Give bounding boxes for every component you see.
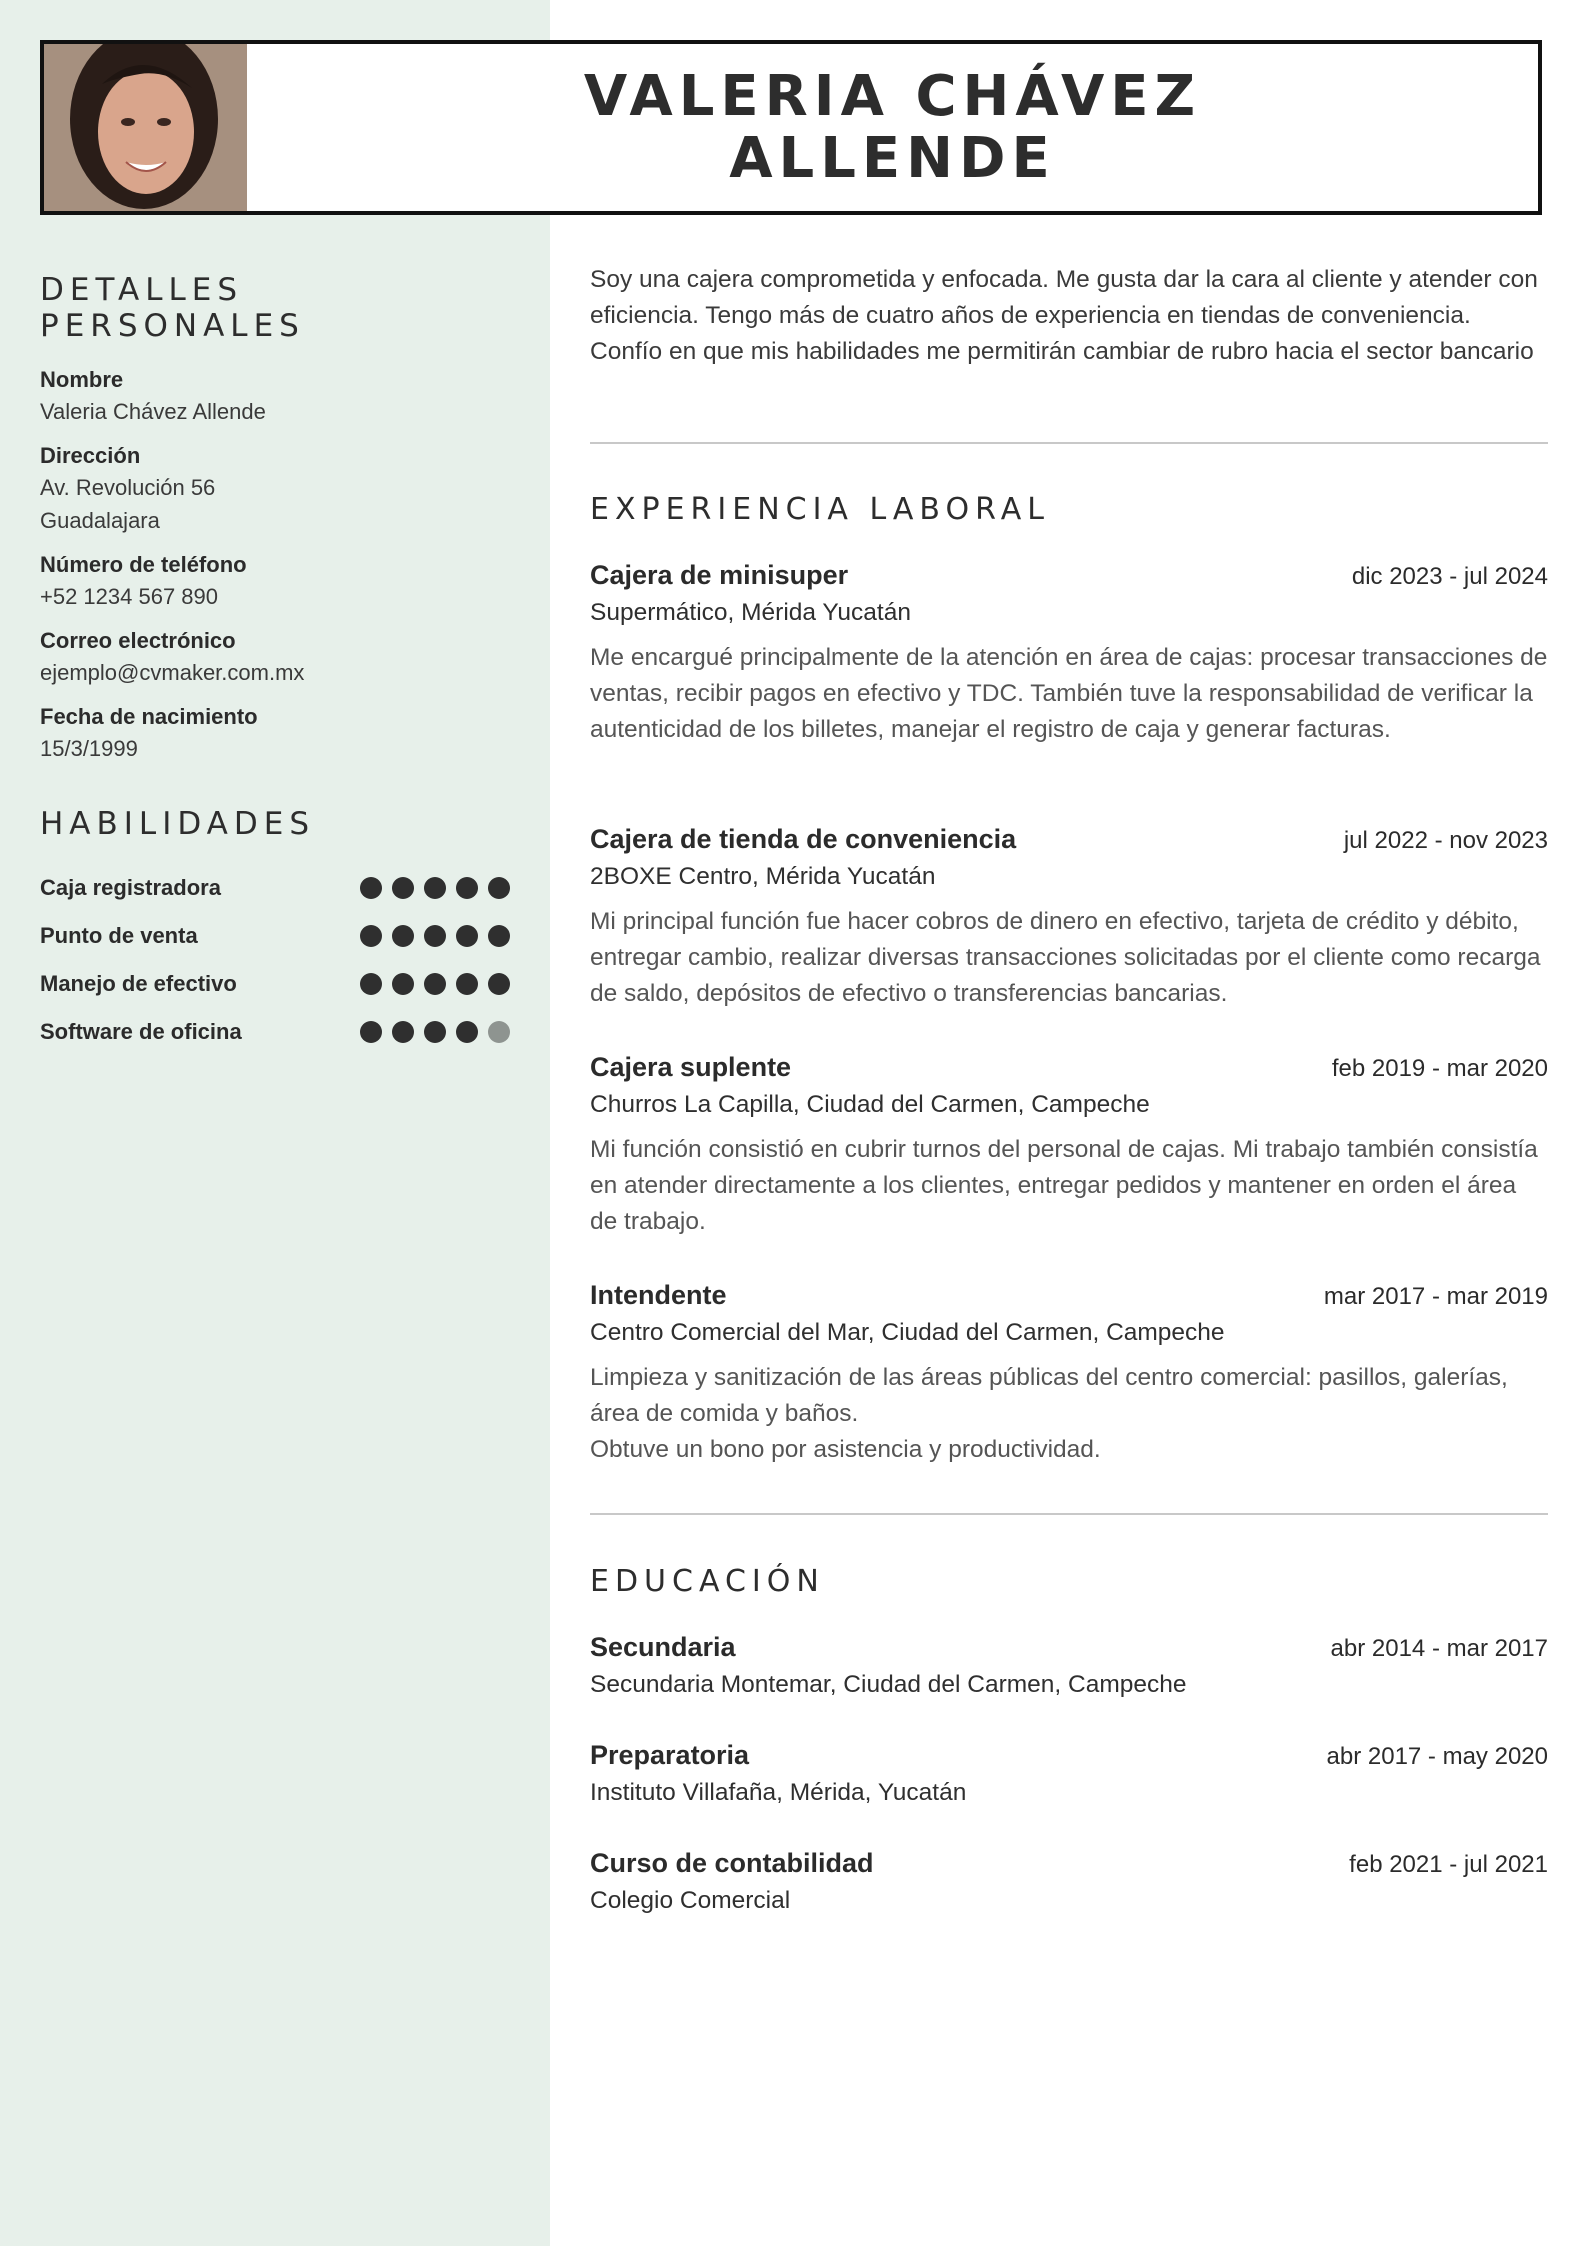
job-employer: 2BOXE Centro, Mérida Yucatán xyxy=(590,863,936,890)
detail-value: Av. Revolución 56 xyxy=(40,475,216,500)
degree-title: Curso de contabilidad xyxy=(590,1848,874,1878)
school-name: Secundaria Montemar, Ciudad del Carmen, Campeche xyxy=(590,1671,1187,1698)
skills-list xyxy=(40,864,510,1056)
rating-dot-filled xyxy=(488,877,510,899)
job-title: Cajera de tienda de conveniencia xyxy=(590,824,1017,854)
rating-dot-filled xyxy=(456,1021,478,1043)
degree-date: abr 2017 - may 2020 xyxy=(1326,1743,1548,1770)
portrait-image xyxy=(44,44,247,211)
personal-details-heading: DETALLES PERSONALES xyxy=(40,272,305,344)
detail-name xyxy=(40,365,510,428)
skill-rating xyxy=(360,877,510,899)
skill-row xyxy=(40,960,510,1008)
detail-value: ejemplo@cvmaker.com.mx xyxy=(40,660,305,685)
experience-entry xyxy=(590,1280,1548,1468)
rating-dot-empty xyxy=(488,1021,510,1043)
skill-row xyxy=(40,864,510,912)
name-line-2: ALLENDE xyxy=(729,125,1056,191)
education-entry xyxy=(590,1848,1548,1915)
experience-entry xyxy=(590,824,1548,1012)
detail-label: Dirección xyxy=(40,443,141,468)
detail-label: Fecha de nacimiento xyxy=(40,704,258,729)
detail-label: Nombre xyxy=(40,367,124,392)
skill-row xyxy=(40,912,510,960)
rating-dot-filled xyxy=(424,1021,446,1043)
job-title: Cajera suplente xyxy=(590,1052,792,1082)
personal-details-section xyxy=(40,272,510,778)
rating-dot-filled xyxy=(456,877,478,899)
detail-label: Número de teléfono xyxy=(40,552,247,577)
job-description-text: Mi función consistió en cubrir turnos del personal de cajas. Mi trabajo también consistía en atender directamente a los clientes, entregar pedidos y mantener en orden el área de trabajo. xyxy=(590,1136,1538,1235)
education-heading: EDUCACIÓN xyxy=(590,1564,825,1599)
job-employer: Supermático, Mérida Yucatán xyxy=(590,599,911,626)
school-name: Instituto Villafaña, Mérida, Yucatán xyxy=(590,1779,967,1806)
skill-rating xyxy=(360,1021,510,1043)
detail-label: Correo electrónico xyxy=(40,628,236,653)
rating-dot-filled xyxy=(424,925,446,947)
job-description xyxy=(590,904,1548,1012)
job-description xyxy=(590,1360,1548,1468)
rating-dot-filled xyxy=(424,877,446,899)
rating-dot-filled xyxy=(392,973,414,995)
job-description-text: Mi principal función fue hacer cobros de dinero en efectivo, tarjeta de crédito y débito, entregar cambio, realizar diversas transacciones solicitadas por el cliente como recarga de saldo, depósitos de efectivo o transferencias bancarias. xyxy=(590,908,1541,1007)
experience-heading: EXPERIENCIA LABORAL xyxy=(590,492,1050,527)
experience-heading-block xyxy=(590,492,1548,527)
section-divider xyxy=(590,442,1548,444)
job-description xyxy=(590,640,1548,748)
skills-section xyxy=(40,806,510,1056)
name-line-1: VALERIA CHÁVEZ xyxy=(583,63,1202,129)
rating-dot-filled xyxy=(392,925,414,947)
summary-text: Soy una cajera comprometida y enfocada. Me gusta dar la cara al cliente y atender con eficiencia. Tengo más de cuatro años de experiencia en tiendas de conveniencia. Confío en que mis habilidades me permitirán cambiar de rubro hacia el sector bancario xyxy=(590,266,1538,365)
degree-date: abr 2014 - mar 2017 xyxy=(1330,1635,1548,1662)
rating-dot-filled xyxy=(392,877,414,899)
job-description-text: Obtuve un bono por asistencia y productividad. xyxy=(590,1436,1101,1463)
rating-dot-filled xyxy=(392,1021,414,1043)
rating-dot-filled xyxy=(456,973,478,995)
skill-rating xyxy=(360,925,510,947)
rating-dot-filled xyxy=(360,877,382,899)
job-title: Intendente xyxy=(590,1280,727,1310)
education-entry xyxy=(590,1740,1548,1807)
degree-date: feb 2021 - jul 2021 xyxy=(1349,1851,1548,1878)
skills-heading: HABILIDADES xyxy=(40,806,316,842)
detail-value: +52 1234 567 890 xyxy=(40,584,219,609)
rating-dot-filled xyxy=(424,973,446,995)
skill-name: Manejo de efectivo xyxy=(40,971,237,996)
job-employer: Centro Comercial del Mar, Ciudad del Carmen, Campeche xyxy=(590,1319,1225,1346)
degree-title: Secundaria xyxy=(590,1632,736,1662)
job-description-text: Me encargué principalmente de la atención en área de cajas: procesar transacciones de ventas, recibir pagos en efectivo y TDC. También tuve la responsabilidad de verificar la autenticidad de los billetes, manejar el registro de caja y generar facturas. xyxy=(590,644,1548,743)
detail-birthdate xyxy=(40,702,510,765)
education-heading-block xyxy=(590,1564,1548,1599)
skill-name: Caja registradora xyxy=(40,875,221,900)
name-header xyxy=(40,40,1542,215)
detail-phone xyxy=(40,550,510,613)
education-entry xyxy=(590,1632,1548,1699)
detail-email xyxy=(40,626,510,689)
degree-title: Preparatoria xyxy=(590,1740,750,1770)
rating-dot-filled xyxy=(488,973,510,995)
full-name xyxy=(247,44,1538,211)
detail-value: Guadalajara xyxy=(40,508,160,533)
rating-dot-filled xyxy=(360,973,382,995)
job-employer: Churros La Capilla, Ciudad del Carmen, Campeche xyxy=(590,1091,1150,1118)
detail-value: 15/3/1999 xyxy=(40,736,138,761)
job-description-text: Limpieza y sanitización de las áreas públicas del centro comercial: pasillos, galerías, área de comida y baños. xyxy=(590,1364,1508,1427)
job-description xyxy=(590,1132,1548,1240)
rating-dot-filled xyxy=(360,925,382,947)
profile-summary xyxy=(590,262,1548,370)
experience-entry xyxy=(590,560,1548,748)
rating-dot-filled xyxy=(360,1021,382,1043)
profile-photo xyxy=(44,44,247,211)
skill-rating xyxy=(360,973,510,995)
rating-dot-filled xyxy=(488,925,510,947)
experience-entry xyxy=(590,1052,1548,1240)
skill-name: Software de oficina xyxy=(40,1019,242,1044)
job-date: dic 2023 - jul 2024 xyxy=(1351,563,1548,590)
skill-name: Punto de venta xyxy=(40,923,198,948)
school-name: Colegio Comercial xyxy=(590,1887,791,1914)
rating-dot-filled xyxy=(456,925,478,947)
job-date: feb 2019 - mar 2020 xyxy=(1331,1055,1548,1082)
skill-row xyxy=(40,1008,510,1056)
job-title: Cajera de minisuper xyxy=(590,560,849,590)
detail-address xyxy=(40,441,510,537)
job-date: jul 2022 - nov 2023 xyxy=(1343,827,1548,854)
detail-value: Valeria Chávez Allende xyxy=(40,399,266,424)
section-divider xyxy=(590,1513,1548,1515)
job-date: mar 2017 - mar 2019 xyxy=(1323,1283,1548,1310)
